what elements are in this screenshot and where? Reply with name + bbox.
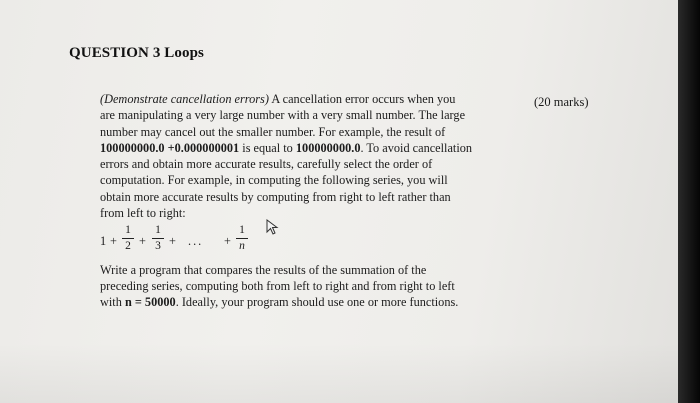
fraction-numerator: 1 <box>239 224 245 236</box>
paragraph-line-4 <box>100 140 530 156</box>
ellipsis: ... <box>188 234 204 248</box>
paragraph-line-5: errors and obtain more accurate results, carefully select the order of <box>100 157 433 172</box>
fraction-one-over-n <box>236 224 248 253</box>
plus-sign: + <box>224 234 231 248</box>
paragraph-line-2: are manipulating a very large number with a very small number. The large <box>100 108 466 123</box>
paragraph-text: . Ideally, your program should use one or more functions. <box>175 295 459 309</box>
paragraph-line-3: number may cancel out the smaller number. For example, the result of <box>100 124 446 139</box>
paragraph-text: A cancellation error occurs when you <box>268 92 456 106</box>
paragraph-line-1: Write a program that compares the results of the summation of the <box>100 263 427 277</box>
fraction-denominator: 3 <box>155 240 161 252</box>
fraction-denominator: 2 <box>125 240 131 252</box>
fraction-numerator: 1 <box>125 224 131 236</box>
fraction-numerator: 1 <box>155 224 161 236</box>
screen-edge-shadow <box>678 0 700 403</box>
paragraph-line-8: from left to right: <box>100 206 186 221</box>
series-term-one: 1 <box>100 234 107 248</box>
question-heading: QUESTION 3 Loops <box>69 45 204 61</box>
question-paragraph <box>100 91 530 221</box>
paragraph-line-3 <box>100 294 530 310</box>
paragraph-line-1 <box>100 91 530 107</box>
paragraph-text: with <box>100 295 125 309</box>
plus-sign: + <box>110 234 117 248</box>
paragraph-line-2: preceding series, computing both from left to right and from right to left <box>100 279 455 293</box>
marks-label: (20 marks) <box>534 95 589 109</box>
fraction-one-half <box>122 224 134 253</box>
paragraph-line-6: computation. For example, in computing the following series, you will <box>100 173 448 188</box>
photo-vignette <box>0 343 678 403</box>
plus-sign: + <box>169 234 176 248</box>
series-formula <box>100 224 280 260</box>
program-instructions <box>100 262 530 310</box>
paragraph-text: . To avoid cancellation <box>360 140 473 155</box>
mouse-pointer-icon <box>266 219 280 235</box>
fraction-bar <box>236 238 248 239</box>
bold-parameter: n = 50000 <box>124 295 176 309</box>
fraction-denominator: n <box>239 240 245 252</box>
fraction-one-third <box>152 224 164 253</box>
plus-sign: + <box>139 234 146 248</box>
fraction-bar <box>122 238 134 239</box>
paragraph-text: is equal to <box>239 140 296 155</box>
bold-result: 100000000.0 <box>295 140 361 155</box>
emphasis-text: (Demonstrate cancellation errors) <box>100 92 269 106</box>
paragraph-line-7: obtain more accurate results by computing from right to left rather than <box>100 189 451 204</box>
bold-expression: 100000000.0 +0.000000001 <box>100 140 240 155</box>
fraction-bar <box>152 238 164 239</box>
